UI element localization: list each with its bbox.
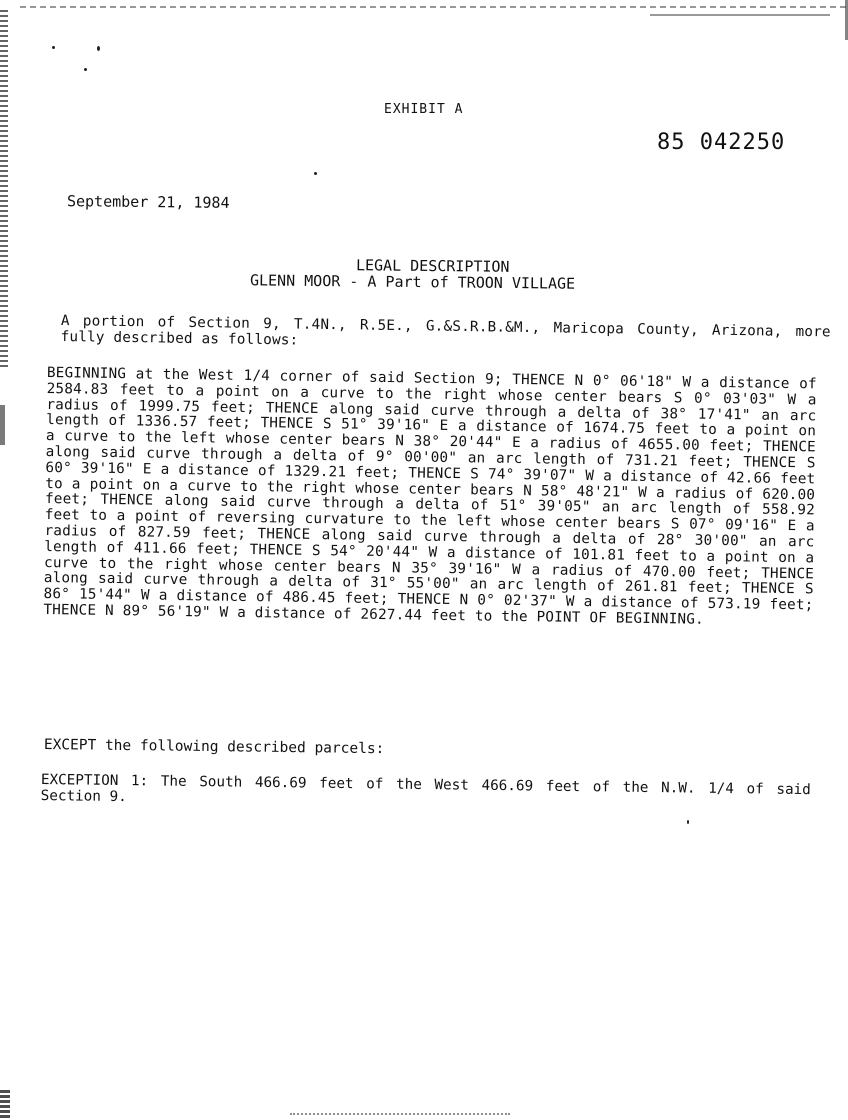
scan-speck: [84, 68, 87, 71]
legal-description-subtitle: GLENN MOOR - A Part of TROON VILLAGE: [249, 271, 576, 293]
scan-speck: [52, 46, 55, 49]
scan-artifact-left-bottom: [0, 1090, 10, 1120]
document-number: 85 042250: [657, 130, 786, 155]
document-date: September 21, 1984: [66, 192, 230, 212]
scan-artifact-top-right: [650, 14, 830, 18]
scan-artifact-left-edge: [0, 10, 8, 370]
intro-paragraph: A portion of Section 9, T.4N., R.5E., G.&S.R.B.&M., Maricopa County, Arizona, more fully described as follows:: [60, 313, 831, 349]
legal-description-title: LEGAL DESCRIPTION: [355, 256, 510, 276]
scan-artifact-bottom: [290, 1113, 510, 1117]
scan-artifact-top: [20, 6, 846, 11]
scan-speck: [314, 172, 317, 175]
scan-speck: [97, 46, 100, 51]
legal-description-body: BEGINNING at the West 1/4 corner of said Section 9; THENCE N 0° 06'18" W a distance of 2584.83 feet to a point on a curve to the right whose center bears S 0° 03'03" W a radius of 1999.75 feet; THENCE along said curve through a delta of 38° 17'41" an arc length of 1336.57 feet; THENCE S 51° 39'16" E a distance of 1674.75 feet to a point on a curve to the left whose center bears N 38° 20'44" E a radius of 4655.00 feet; THENCE along said curve through a delta of 9° 00'00" an arc length of 731.21 feet; THENCE S 60° 39'16" E a distance of 1329.21 feet; THENCE S 74° 39'07" W a distance of 42.66 feet to a point on a curve to the right whose center bears N 58° 48'21" W a radius of 620.00 feet; THENCE along said curve through a delta of 51° 39'05" an arc length of 558.92 feet to a point of reversing curvature to the left whose center bears S 07° 09'16" E a radius of 827.59 feet; THENCE along said curve through a delta of 28° 30'00" an arc length of 411.66 feet; THENCE S 54° 20'44" W a distance of 101.81 feet to a point on a curve to the right whose center bears N 35° 39'16" W a radius of 470.00 feet; THENCE along said curve through a delta of 31° 55'00" an arc length of 261.81 feet; THENCE S 86° 15'44" W a distance of 486.45 feet; THENCE N 0° 02'37" W a distance of 573.19 feet; THENCE N 89° 56'19" W a distance of 2627.44 feet to the POINT OF BEGINNING.: [43, 365, 817, 628]
scan-speck: [687, 820, 689, 824]
except-heading: EXCEPT the following described parcels:: [43, 737, 385, 758]
exhibit-label: EXHIBIT A: [384, 102, 464, 117]
scan-artifact-left-mark: [0, 405, 5, 445]
exception-1-paragraph: EXCEPTION 1: The South 466.69 feet of the West 466.69 feet of the N.W. 1/4 of said Section 9.: [40, 772, 811, 806]
